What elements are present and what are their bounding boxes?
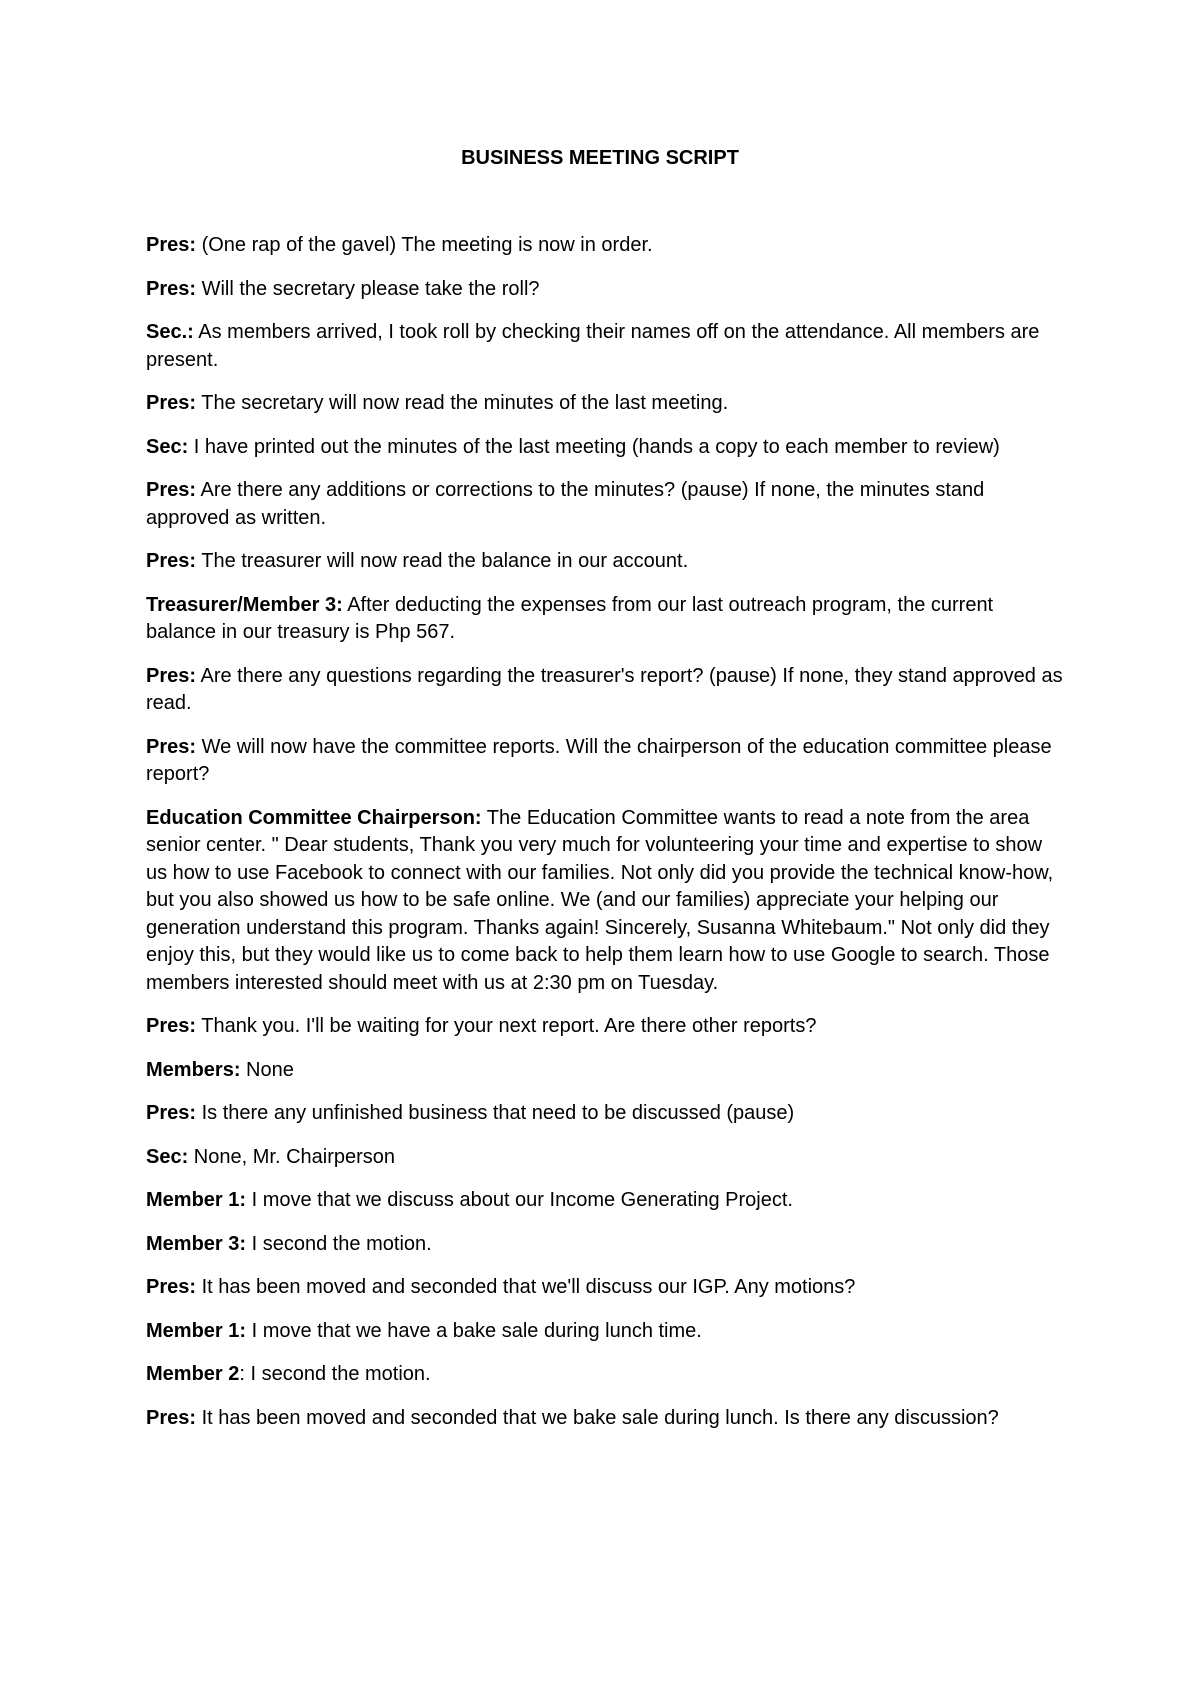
- script-line: [146, 276, 1066, 304]
- speaker-label: Pres:: [146, 1015, 197, 1037]
- script-line: [146, 734, 1066, 789]
- script-line: [146, 1231, 1066, 1259]
- script-line: [146, 390, 1066, 418]
- script-line: [146, 1100, 1066, 1128]
- script-line: [146, 548, 1066, 576]
- dialogue-text: Thank you. I'll be waiting for your next report. Are there other reports?: [196, 1015, 817, 1037]
- dialogue-text: (One rap of the gavel) The meeting is now in order.: [196, 234, 653, 256]
- speaker-label: Treasurer/Member 3:: [146, 593, 343, 616]
- dialogue-text: It has been moved and seconded that we'll discuss our IGP. Any motions?: [196, 1276, 856, 1298]
- script-line: [146, 1013, 1066, 1041]
- dialogue-text: Are there any additions or corrections to the minutes? (pause) If none, the minutes stand approved as written.: [146, 479, 985, 529]
- dialogue-text: None, Mr. Chairperson: [188, 1145, 396, 1168]
- script-line: [146, 434, 1066, 462]
- dialogue-text: The Education Committee wants to read a note from the area senior center. " Dear students, Thank you very much for volunteering your time and expertise to show us how to use Facebook to connect with our families. Not only did you provide the technical know-how, but you also showed us how to be safe online. We (and our families) appreciate your helping our generation understand this program. Thanks again! Sincerely, Susanna Whitebaum." Not only did they enjoy this, but they would like us to come back to help them learn how to use Google to search. Those members interested should meet with us at 2:30 pm on Tuesday.: [146, 806, 1054, 994]
- speaker-label: Pres:: [146, 1406, 197, 1429]
- dialogue-text: I have printed out the minutes of the last meeting (hands a copy to each member to review): [188, 435, 1000, 458]
- speaker-label: Member 1:: [146, 1189, 247, 1211]
- script-line: [146, 319, 1066, 374]
- page-title: BUSINESS MEETING SCRIPT: [461, 147, 739, 169]
- dialogue-text: : I second the motion.: [239, 1363, 431, 1385]
- dialogue-text: I move that we have a bake sale during lunch time.: [246, 1319, 702, 1342]
- speaker-label: Pres:: [146, 277, 197, 300]
- speaker-label: Member 3:: [146, 1232, 247, 1255]
- speaker-label: Sec:: [146, 435, 189, 458]
- speaker-label: Sec.:: [146, 321, 194, 343]
- dialogue-text: None: [240, 1058, 294, 1081]
- speaker-label: Sec:: [146, 1145, 189, 1168]
- speaker-label: Member 2: [146, 1363, 240, 1385]
- dialogue-text: The secretary will now read the minutes of the last meeting.: [196, 392, 729, 414]
- script-line: [146, 1318, 1066, 1346]
- script-line: [146, 1187, 1066, 1215]
- dialogue-text: I move that we discuss about our Income Generating Project.: [246, 1189, 793, 1211]
- script-line: [146, 1057, 1066, 1085]
- dialogue-text: As members arrived, I took roll by checking their names off on the attendance. All members are present.: [146, 321, 1040, 371]
- dialogue-text: It has been moved and seconded that we bake sale during lunch. Is there any discussion?: [196, 1406, 999, 1429]
- script-line: [146, 663, 1066, 718]
- meeting-script: [146, 232, 1066, 1448]
- dialogue-text: After deducting the expenses from our last outreach program, the current balance in our treasury is Php 567.: [146, 593, 994, 643]
- speaker-label: Pres:: [146, 1102, 197, 1124]
- script-line: [146, 1361, 1066, 1389]
- dialogue-text: Are there any questions regarding the treasurer's report? (pause) If none, they stand approved as read.: [146, 664, 1063, 714]
- speaker-label: Members:: [146, 1058, 241, 1081]
- dialogue-text: Will the secretary please take the roll?: [196, 277, 540, 300]
- script-line: [146, 232, 1066, 260]
- speaker-label: Pres:: [146, 392, 197, 414]
- speaker-label: Pres:: [146, 234, 197, 256]
- dialogue-text: Is there any unfinished business that need to be discussed (pause): [196, 1102, 795, 1124]
- script-line: [146, 1405, 1066, 1433]
- script-line: [146, 592, 1066, 647]
- dialogue-text: The treasurer will now read the balance in our account.: [196, 550, 689, 572]
- speaker-label: Pres:: [146, 1276, 197, 1298]
- speaker-label: Education Committee Chairperson:: [146, 806, 482, 829]
- script-line: [146, 477, 1066, 532]
- script-line: [146, 805, 1066, 998]
- speaker-label: Pres:: [146, 479, 197, 501]
- speaker-label: Pres:: [146, 550, 197, 572]
- speaker-label: Pres:: [146, 664, 197, 687]
- speaker-label: Pres:: [146, 735, 197, 758]
- script-line: [146, 1144, 1066, 1172]
- dialogue-text: I second the motion.: [246, 1232, 432, 1255]
- speaker-label: Member 1:: [146, 1319, 247, 1342]
- script-line: [146, 1274, 1066, 1302]
- dialogue-text: We will now have the committee reports. Will the chairperson of the education committee please report?: [146, 735, 1052, 785]
